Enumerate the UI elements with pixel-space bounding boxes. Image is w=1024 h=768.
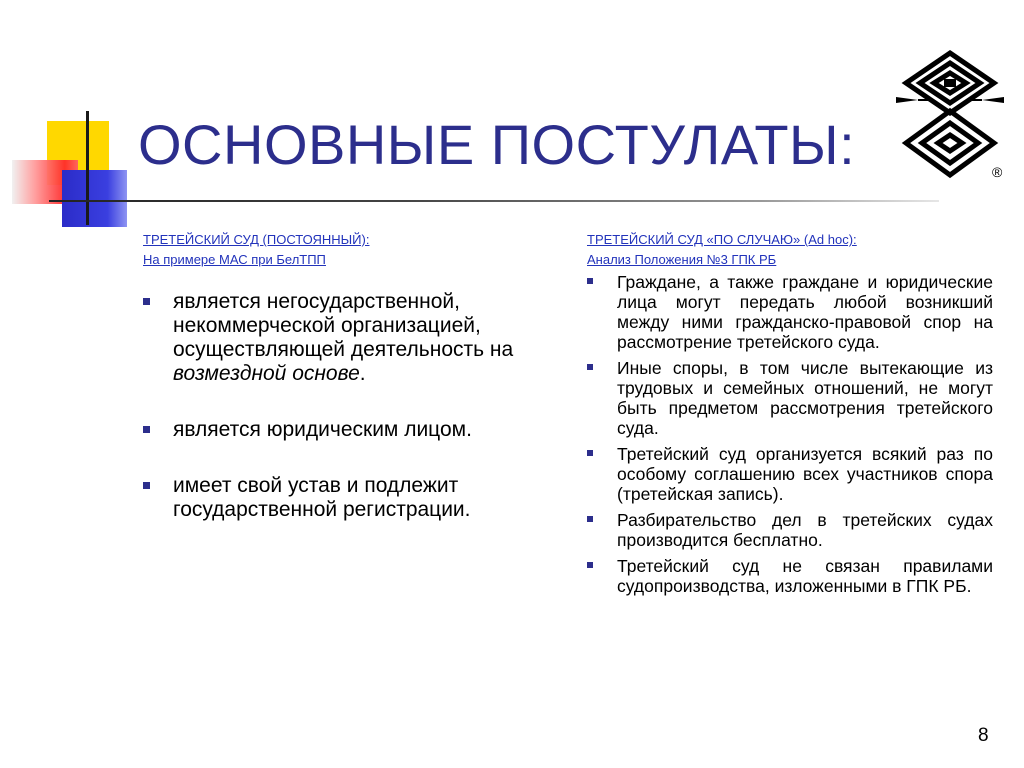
- right-bullet-list: [587, 272, 993, 602]
- square-bullet-icon: [143, 482, 150, 489]
- left-heading-line2: На примере МАС при БелТПП: [143, 252, 326, 267]
- registered-mark: ®: [992, 164, 1003, 180]
- right-column-heading: [587, 230, 857, 270]
- square-bullet-icon: [587, 562, 593, 568]
- decor-vertical-line: [86, 111, 89, 225]
- list-item: [587, 510, 993, 550]
- left-bullet-list: [143, 290, 563, 554]
- square-bullet-icon: [587, 450, 593, 456]
- item-text-end: .: [359, 362, 366, 385]
- item-text: имеет свой устав и подлежит государственной регистрации.: [173, 474, 471, 521]
- item-text: Разбирательство дел в третейских судах производится бесплатно.: [617, 510, 993, 550]
- left-heading-line1: ТРЕТЕЙСКИЙ СУД (ПОСТОЯННЫЙ):: [143, 232, 370, 247]
- page-number: 8: [978, 725, 989, 746]
- item-text: Третейский суд не связан правилами судопроизводства, изложенными в ГПК РБ.: [617, 556, 993, 596]
- right-heading-line2: Анализ Положения №3 ГПК РБ: [587, 252, 777, 267]
- item-text: Граждане, а также граждане и юридические лица могут передать любой возникший между ними гражданско-правовой спор на рассмотрение третейского суда.: [617, 272, 993, 352]
- stepped-pyramid-logo-icon: [890, 45, 1010, 185]
- left-column-heading: [143, 230, 369, 270]
- square-bullet-icon: [587, 364, 593, 370]
- square-bullet-icon: [587, 516, 593, 522]
- square-bullet-icon: [143, 298, 150, 305]
- title-underline: [49, 200, 939, 202]
- decor-blue-square: [62, 170, 127, 227]
- list-item: [587, 272, 993, 352]
- right-heading-line1: ТРЕТЕЙСКИЙ СУД «ПО СЛУЧАЮ» (Ad hoc):: [587, 232, 857, 247]
- item-emphasis: возмездной основе: [173, 362, 360, 385]
- item-text: является юридическим лицом.: [173, 418, 472, 441]
- list-item: [587, 358, 993, 438]
- list-item: [587, 556, 993, 596]
- list-item: [143, 290, 563, 386]
- item-text: Третейский суд организуется всякий раз по особому соглашению всех участников спора (третейская запись).: [617, 444, 993, 504]
- square-bullet-icon: [587, 278, 593, 284]
- item-text: Иные споры, в том числе вытекающие из трудовых и семейных отношений, не могут быть предметом рассмотрения третейского суда.: [617, 358, 993, 438]
- list-item: [143, 418, 563, 442]
- item-text: является негосударственной, некоммерческой организацией, осуществляющей деятельность на: [173, 290, 514, 361]
- list-item: [143, 474, 563, 522]
- list-item: [587, 444, 993, 504]
- square-bullet-icon: [143, 426, 150, 433]
- slide-title: ОСНОВНЫЕ ПОСТУЛАТЫ:: [138, 113, 856, 176]
